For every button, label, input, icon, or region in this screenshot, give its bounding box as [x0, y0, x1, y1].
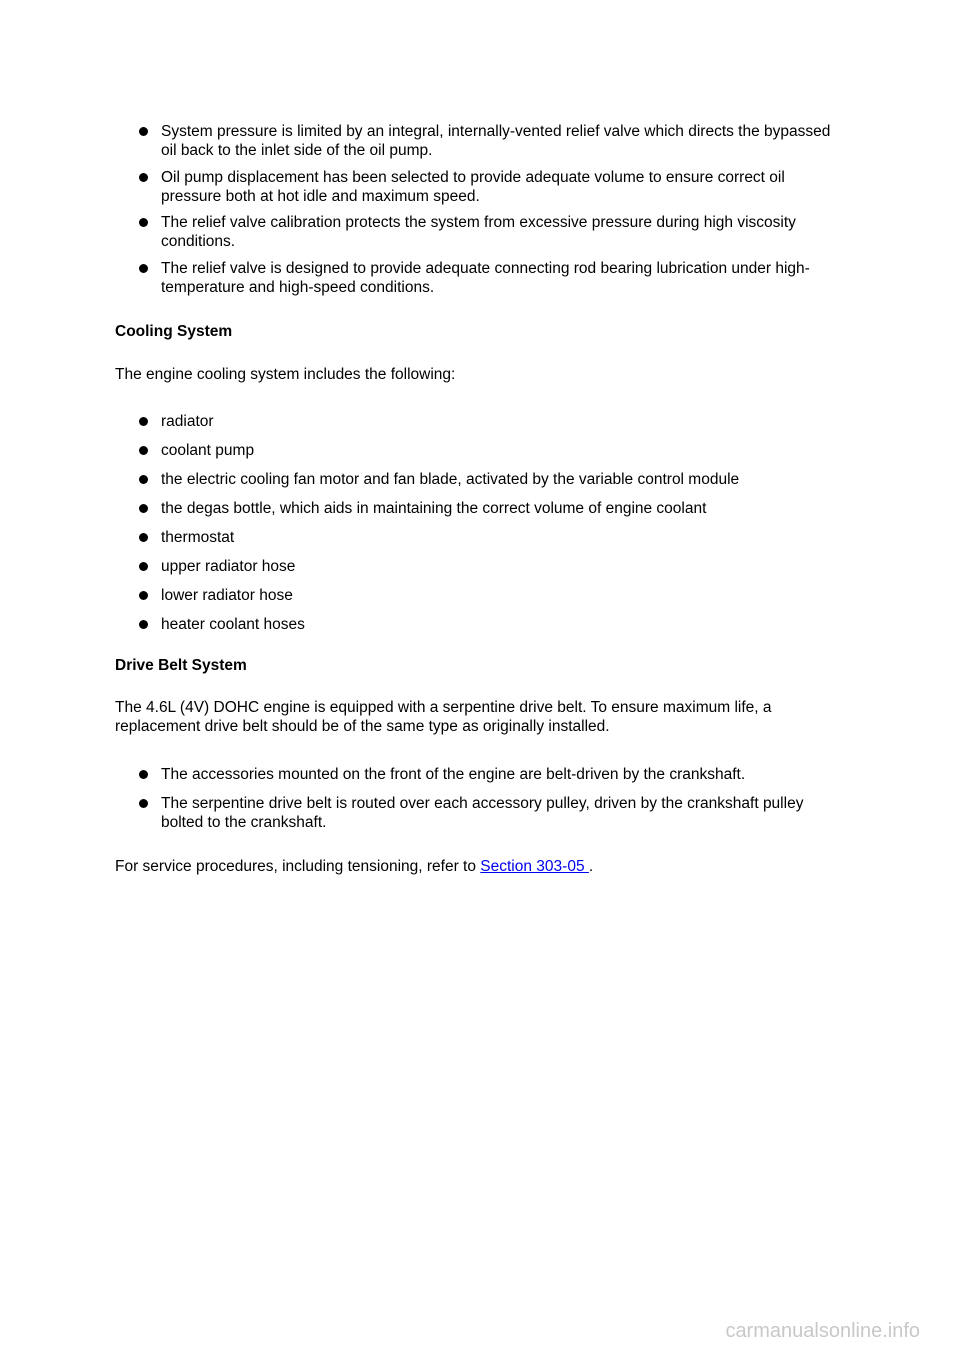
cooling-system-heading: Cooling System: [115, 323, 233, 340]
bullet-icon: [139, 218, 148, 227]
drive-belt-intro: The 4.6L (4V) DOHC engine is equipped with a serpentine drive belt. To ensure maximum life, a replacement drive belt should be of the same type as originally installed.: [115, 699, 772, 735]
bullet-icon: [139, 591, 148, 600]
bullet-icon: [139, 620, 148, 629]
list-item: The accessories mounted on the front of the engine are belt-driven by the crankshaft.: [138, 765, 838, 784]
bullet-icon: [139, 533, 148, 542]
list-item: the degas bottle, which aids in maintaining the correct volume of engine coolant: [138, 499, 838, 528]
bullet-icon: [139, 799, 148, 808]
site-watermark: carmanualsonline.info: [725, 1320, 920, 1342]
list-item: heater coolant hoses: [138, 615, 838, 644]
list-item: The serpentine drive belt is routed over each accessory pulley, driven by the crankshaft pulley bolted to the crankshaft.: [138, 794, 838, 832]
list-item: Oil pump displacement has been selected to provide adequate volume to ensure correct oil pressure both at hot idle and maximum speed.: [138, 168, 838, 206]
drive-belt-system-heading: Drive Belt System: [115, 657, 247, 674]
bullet-icon: [139, 446, 148, 455]
bullet-icon: [139, 417, 148, 426]
bullet-icon: [139, 562, 148, 571]
list-item: upper radiator hose: [138, 557, 838, 586]
bullet-icon: [139, 264, 148, 273]
cooling-system-intro: The engine cooling system includes the following:: [115, 366, 456, 383]
oil-pump-bullet-list: [138, 122, 838, 297]
list-item: System pressure is limited by an integral, internally-vented relief valve which directs the bypassed oil back to the inlet side of the oil pump.: [138, 122, 838, 160]
list-item: radiator: [138, 412, 838, 441]
list-item: the electric cooling fan motor and fan blade, activated by the variable control module: [138, 470, 838, 499]
list-item: lower radiator hose: [138, 586, 838, 615]
list-item: The relief valve is designed to provide adequate connecting rod bearing lubrication under high-temperature and high-speed conditions.: [138, 259, 838, 297]
bullet-icon: [139, 504, 148, 513]
bullet-icon: [139, 475, 148, 484]
list-item: The relief valve calibration protects the system from excessive pressure during high viscosity conditions.: [138, 213, 838, 251]
bullet-icon: [139, 173, 148, 182]
section-303-05-link[interactable]: Section 303-05: [480, 858, 589, 875]
list-item: coolant pump: [138, 441, 838, 470]
service-reference: For service procedures, including tensioning, refer to Section 303-05 .: [115, 858, 594, 875]
bullet-icon: [139, 127, 148, 136]
drive-belt-list: [138, 765, 838, 832]
cooling-system-list: [138, 412, 838, 644]
list-item: thermostat: [138, 528, 838, 557]
bullet-icon: [139, 770, 148, 779]
